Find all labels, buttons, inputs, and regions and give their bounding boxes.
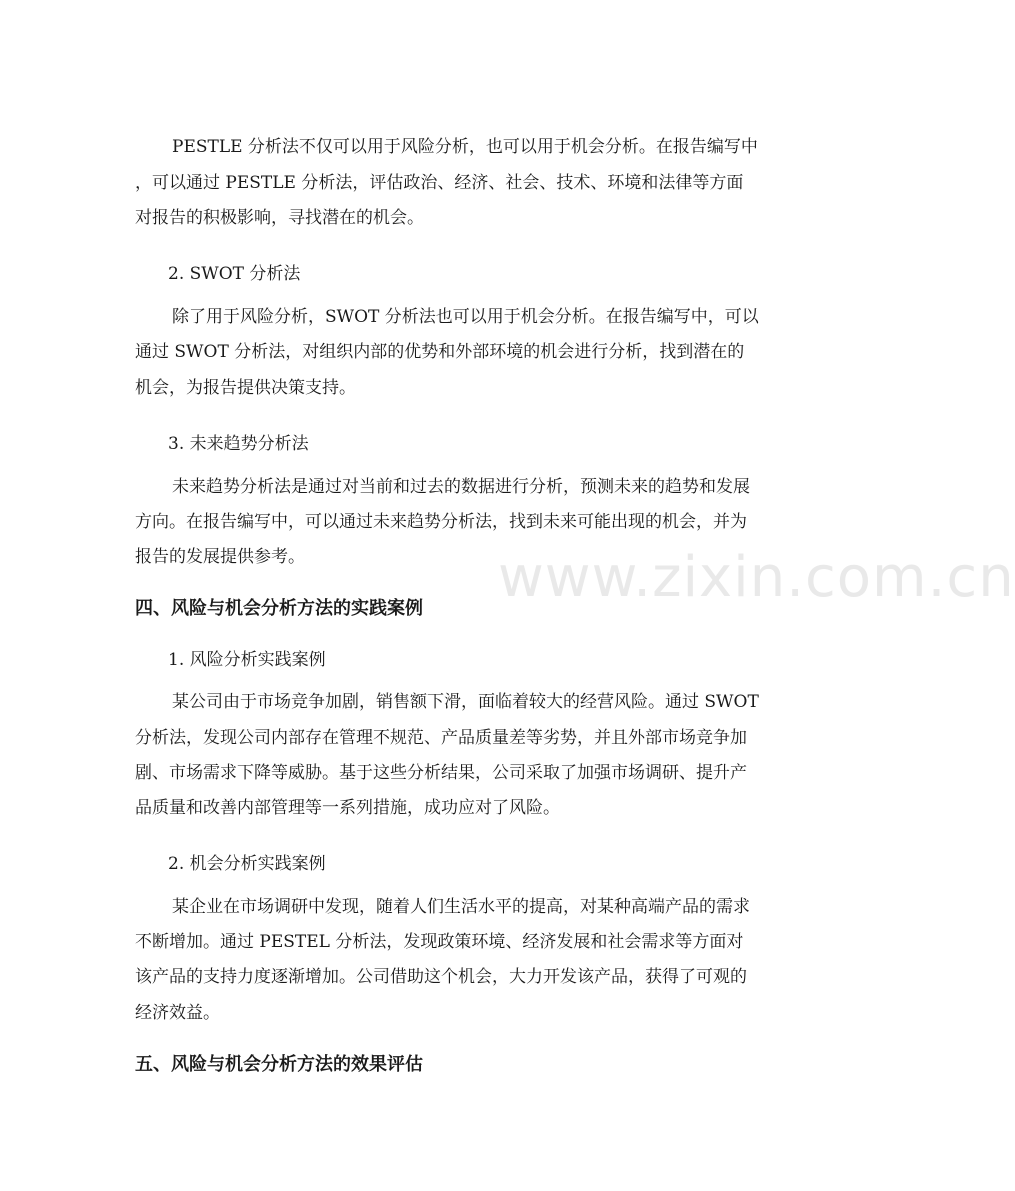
paragraph-line: 某公司由于市场竞争加剧，销售额下滑，面临着较大的经营风险。通过 SWOT [172,692,759,712]
section-heading: 五、风险与机会分析方法的效果评估 [135,1054,423,1075]
paragraph-line: 除了用于风险分析，SWOT 分析法也可以用于机会分析。在报告编写中，可以 [172,307,759,327]
paragraph-line: 该产品的支持力度逐渐增加。公司借助这个机会，大力开发该产品，获得了可观的 [135,967,747,987]
paragraph-line: 方向。在报告编写中，可以通过未来趋势分析法，找到未来可能出现的机会，并为 [135,512,747,532]
subheading: 1. 风险分析实践案例 [168,650,326,670]
paragraph-line: 品质量和改善内部管理等一系列措施，成功应对了风险。 [135,798,560,818]
subheading: 2. 机会分析实践案例 [168,854,326,874]
paragraph-line: 分析法，发现公司内部存在管理不规范、产品质量差等劣势，并且外部市场竞争加 [135,728,747,748]
paragraph-line: 报告的发展提供参考。 [135,547,305,567]
paragraph-line: 对报告的积极影响，寻找潜在的机会。 [135,208,424,228]
paragraph-line: PESTLE 分析法不仅可以用于风险分析，也可以用于机会分析。在报告编写中 [172,137,758,157]
subheading: 2. SWOT 分析法 [168,264,301,284]
paragraph-line: 通过 SWOT 分析法，对组织内部的优势和外部环境的机会进行分析，找到潜在的 [135,342,745,362]
paragraph-line: 剧、市场需求下降等威胁。基于这些分析结果，公司采取了加强市场调研、提升产 [135,763,747,783]
watermark: www.zixin.com.cn [498,545,1015,610]
paragraph-line: 不断增加。通过 PESTEL 分析法，发现政策环境、经济发展和社会需求等方面对 [135,932,744,952]
paragraph-line: 经济效益。 [135,1003,220,1023]
paragraph-line: 机会，为报告提供决策支持。 [135,378,356,398]
paragraph-line: 未来趋势分析法是通过对当前和过去的数据进行分析，预测未来的趋势和发展 [172,477,750,497]
section-heading: 四、风险与机会分析方法的实践案例 [135,598,423,619]
subheading: 3. 未来趋势分析法 [168,434,309,454]
paragraph-line: 某企业在市场调研中发现，随着人们生活水平的提高，对某种高端产品的需求 [172,897,750,917]
paragraph-line: ，可以通过 PESTLE 分析法，评估政治、经济、社会、技术、环境和法律等方面 [135,173,744,193]
